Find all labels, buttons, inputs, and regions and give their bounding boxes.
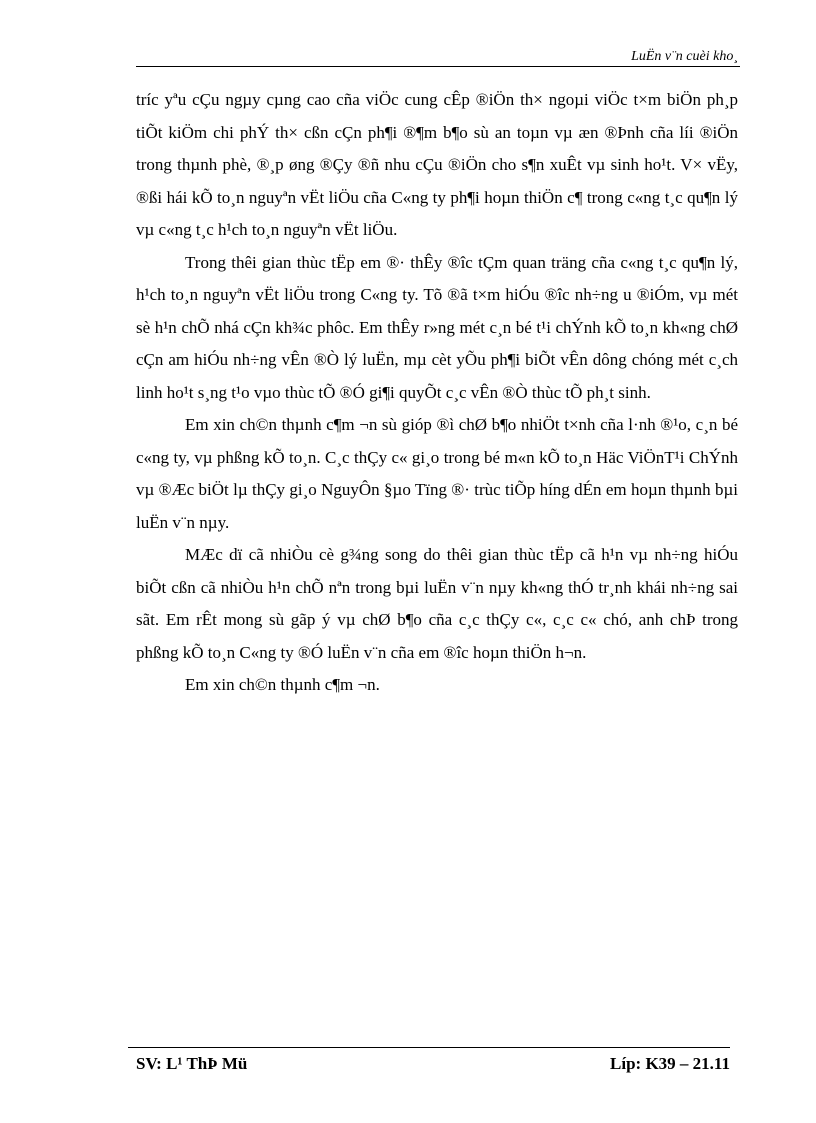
- footer-student-name: SV: L¹ ThÞ Mü: [136, 1054, 248, 1073]
- document-body: [136, 84, 738, 702]
- paragraph-1: tríc yªu cÇu ngµy cµng cao cña viÖc cung cÊp ®iÖn th× ngoµi viÖc t×m biÖn ph¸p tiÕt kiÖm chi phÝ th× cßn cÇn ph¶i ®¶m b¶o sù an toµn vµ æn ®Þnh cña líi ®iÖn trong thµnh phè, ®¸p øng ®Çy ®ñ nhu cÇu ®iÖn cho s¶n xuÊt vµ sinh ho¹t. V× vËy, ®ßi hái kÕ to¸n nguyªn vËt liÖu cña C«ng ty ph¶i hoµn thiÖn c¶ trong c«ng t¸c qu¶n lý vµ c«ng t¸c h¹ch to¸n nguyªn vËt liÖu.: [136, 90, 738, 239]
- paragraph-2: Trong thêi gian thùc tËp em ®· thÊy ®îc tÇm quan träng cña c«ng t¸c qu¶n lý, h¹ch to¸n nguyªn vËt liÖu trong C«ng ty. Tõ ®ã t×m hiÓu ®îc nh÷ng u ®iÓm, vµ mét sè h¹n chÕ nhá cÇn kh¾c phôc. Em thÊy r»ng mét c¸n bé t¹i chÝnh kÕ to¸n kh«ng chØ cÇn am hiÓu nh÷ng vÊn ®Ò lý luËn, mµ cèt yÕu ph¶i biÕt vÊn dông chóng mét c¸ch linh ho¹t s¸ng t¹o vµo thùc tÕ ®Ó gi¶i quyÕt c¸c vÊn ®Ò thùc tÕ ph¸t sinh.: [136, 252, 738, 402]
- footer-class: Líp: K39 – 21.11: [610, 1054, 730, 1073]
- paragraph-3: Em xin ch©n thµnh c¶m ¬n sù gióp ®ì chØ b¶o nhiÖt t×nh cña l·nh ®¹o, c¸n bé c«ng ty, vµ phßng kÕ to¸n. C¸c thÇy c« gi¸o trong bé m«n kÕ to¸n Häc ViÖnT¹i ChÝnh vµ ®Æc biÖt lµ thÇy gi¸o NguyÔn §µo Tïng ®· trùc tiÕp híng dÉn em hoµn thµnh bµi luËn v¨n nµy.: [136, 415, 738, 532]
- footer-divider: [128, 1047, 730, 1048]
- paragraph-5: Em xin ch©n thµnh c¶m ¬n.: [185, 675, 380, 694]
- paragraph-4: MÆc dï cã nhiÒu cè g¾ng song do thêi gian thùc tËp cã h¹n vµ nh÷ng hiÓu biÕt cßn cã nhiÒu h¹n chÕ nªn trong bµi luËn v¨n nµy kh«ng thÓ tr¸nh khái nh÷ng sai sãt. Em rÊt mong sù gãp ý vµ chØ b¶o cña c¸c thÇy c«, c¸c c« chó, anh chÞ trong phßng kÕ to¸n C«ng ty ®Ó luËn v¨n cña em ®îc hoµn thiÖn h¬n.: [136, 545, 738, 662]
- page-header-title: LuËn v¨n cuèi kho¸: [631, 49, 738, 64]
- header-divider: [136, 66, 740, 67]
